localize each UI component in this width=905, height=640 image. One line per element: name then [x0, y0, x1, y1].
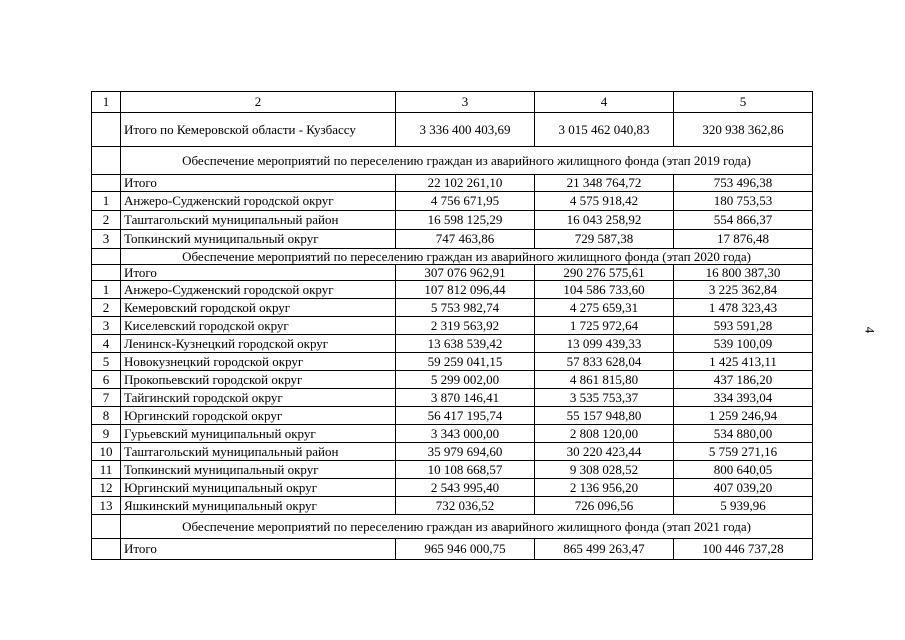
grand-total-value-4: 3 015 462 040,83 — [535, 113, 674, 147]
row-municipality: Таштагольский муниципальный район — [121, 211, 396, 230]
section-title-row — [92, 515, 813, 539]
row-value-4: 55 157 948,80 — [535, 407, 674, 425]
table-row — [92, 389, 813, 407]
table-row — [92, 299, 813, 317]
table-row — [92, 281, 813, 299]
table-body — [92, 92, 813, 560]
row-value-3: 56 417 195,74 — [396, 407, 535, 425]
row-value-4: 3 535 753,37 — [535, 389, 674, 407]
row-value-3: 59 259 041,15 — [396, 353, 535, 371]
row-value-3: 732 036,52 — [396, 497, 535, 515]
row-value-4: 4 275 659,31 — [535, 299, 674, 317]
row-number: 7 — [92, 389, 121, 407]
section-total-label: Итого — [121, 539, 396, 560]
row-value-3: 4 756 671,95 — [396, 192, 535, 211]
row-number: 2 — [92, 299, 121, 317]
row-value-4: 13 099 439,33 — [535, 335, 674, 353]
row-value-4: 2 808 120,00 — [535, 425, 674, 443]
row-value-4: 16 043 258,92 — [535, 211, 674, 230]
table-row — [92, 425, 813, 443]
row-value-3: 3 343 000,00 — [396, 425, 535, 443]
section-total-num — [92, 539, 121, 560]
row-value-4: 57 833 628,04 — [535, 353, 674, 371]
row-value-5: 17 876,48 — [674, 230, 813, 249]
section-total-value-4: 865 499 263,47 — [535, 539, 674, 560]
row-value-5: 554 866,37 — [674, 211, 813, 230]
row-municipality: Тайгинский городской округ — [121, 389, 396, 407]
row-number: 12 — [92, 479, 121, 497]
section-total-row — [92, 539, 813, 560]
table-row — [92, 353, 813, 371]
table-row — [92, 443, 813, 461]
row-value-4: 30 220 423,44 — [535, 443, 674, 461]
table-row — [92, 497, 813, 515]
funding-table — [91, 91, 813, 560]
column-number-header-row — [92, 92, 813, 113]
table-row — [92, 192, 813, 211]
header-cell-5: 5 — [674, 92, 813, 113]
section-total-row — [92, 265, 813, 281]
grand-total-num — [92, 113, 121, 147]
table-row — [92, 230, 813, 249]
grand-total-value-5: 320 938 362,86 — [674, 113, 813, 147]
section-total-num — [92, 265, 121, 281]
header-cell-4: 4 — [535, 92, 674, 113]
section-total-value-5: 753 496,38 — [674, 175, 813, 192]
section-total-value-5: 16 800 387,30 — [674, 265, 813, 281]
row-value-5: 593 591,28 — [674, 317, 813, 335]
row-number: 2 — [92, 211, 121, 230]
row-value-5: 1 259 246,94 — [674, 407, 813, 425]
row-number: 4 — [92, 335, 121, 353]
grand-total-row — [92, 113, 813, 147]
row-value-3: 107 812 096,44 — [396, 281, 535, 299]
section-title: Обеспечение мероприятий по переселению граждан из аварийного жилищного фонда (этап 2019 года) — [121, 147, 813, 175]
grand-total-label: Итого по Кемеровской области - Кузбассу — [121, 113, 396, 147]
row-value-3: 5 299 002,00 — [396, 371, 535, 389]
table-row — [92, 335, 813, 353]
row-value-4: 104 586 733,60 — [535, 281, 674, 299]
row-municipality: Ленинск-Кузнецкий городской округ — [121, 335, 396, 353]
header-cell-2: 2 — [121, 92, 396, 113]
row-municipality: Киселевский городской округ — [121, 317, 396, 335]
section-total-label: Итого — [121, 175, 396, 192]
grand-total-value-3: 3 336 400 403,69 — [396, 113, 535, 147]
header-cell-3: 3 — [396, 92, 535, 113]
row-number: 1 — [92, 281, 121, 299]
row-value-5: 180 753,53 — [674, 192, 813, 211]
row-municipality: Прокопьевский городской округ — [121, 371, 396, 389]
section-title: Обеспечение мероприятий по переселению граждан из аварийного жилищного фонда (этап 2021 года) — [121, 515, 813, 539]
section-total-value-3: 307 076 962,91 — [396, 265, 535, 281]
row-value-4: 2 136 956,20 — [535, 479, 674, 497]
row-value-3: 16 598 125,29 — [396, 211, 535, 230]
row-value-5: 5 759 271,16 — [674, 443, 813, 461]
section-title-num — [92, 147, 121, 175]
section-total-value-5: 100 446 737,28 — [674, 539, 813, 560]
row-municipality: Анжеро-Судженский городской округ — [121, 192, 396, 211]
row-municipality: Новокузнецкий городской округ — [121, 353, 396, 371]
row-value-5: 5 939,96 — [674, 497, 813, 515]
row-value-3: 747 463,86 — [396, 230, 535, 249]
row-value-3: 2 543 995,40 — [396, 479, 535, 497]
section-title-row — [92, 147, 813, 175]
section-total-value-4: 21 348 764,72 — [535, 175, 674, 192]
row-value-3: 5 753 982,74 — [396, 299, 535, 317]
row-value-5: 800 640,05 — [674, 461, 813, 479]
row-value-5: 334 393,04 — [674, 389, 813, 407]
row-value-5: 1 425 413,11 — [674, 353, 813, 371]
section-total-value-4: 290 276 575,61 — [535, 265, 674, 281]
row-value-4: 729 587,38 — [535, 230, 674, 249]
section-total-value-3: 22 102 261,10 — [396, 175, 535, 192]
header-cell-1: 1 — [92, 92, 121, 113]
row-number: 3 — [92, 317, 121, 335]
section-title: Обеспечение мероприятий по переселению граждан из аварийного жилищного фонда (этап 2020 года) — [121, 249, 813, 265]
section-total-value-3: 965 946 000,75 — [396, 539, 535, 560]
row-value-5: 407 039,20 — [674, 479, 813, 497]
table-row — [92, 461, 813, 479]
row-number: 13 — [92, 497, 121, 515]
row-number: 9 — [92, 425, 121, 443]
table-row — [92, 317, 813, 335]
page-number: 4 — [862, 326, 878, 334]
section-total-num — [92, 175, 121, 192]
row-value-5: 3 225 362,84 — [674, 281, 813, 299]
section-title-row — [92, 249, 813, 265]
row-value-4: 4 575 918,42 — [535, 192, 674, 211]
row-number: 11 — [92, 461, 121, 479]
section-total-label: Итого — [121, 265, 396, 281]
section-title-num — [92, 249, 121, 265]
row-municipality: Юргинский городской округ — [121, 407, 396, 425]
row-municipality: Гурьевский муниципальный округ — [121, 425, 396, 443]
section-title-num — [92, 515, 121, 539]
row-value-5: 1 478 323,43 — [674, 299, 813, 317]
row-value-3: 10 108 668,57 — [396, 461, 535, 479]
row-value-4: 4 861 815,80 — [535, 371, 674, 389]
table-row — [92, 211, 813, 230]
row-value-4: 1 725 972,64 — [535, 317, 674, 335]
row-municipality: Юргинский муниципальный округ — [121, 479, 396, 497]
row-municipality: Таштагольский муниципальный район — [121, 443, 396, 461]
row-number: 5 — [92, 353, 121, 371]
row-number: 3 — [92, 230, 121, 249]
row-value-5: 539 100,09 — [674, 335, 813, 353]
row-value-3: 2 319 563,92 — [396, 317, 535, 335]
table-row — [92, 407, 813, 425]
row-value-4: 9 308 028,52 — [535, 461, 674, 479]
row-municipality: Яшкинский муниципальный округ — [121, 497, 396, 515]
row-number: 8 — [92, 407, 121, 425]
row-value-5: 437 186,20 — [674, 371, 813, 389]
table-row — [92, 371, 813, 389]
row-municipality: Топкинский муниципальный округ — [121, 230, 396, 249]
section-total-row — [92, 175, 813, 192]
row-value-4: 726 096,56 — [535, 497, 674, 515]
row-value-3: 35 979 694,60 — [396, 443, 535, 461]
row-municipality: Топкинский муниципальный округ — [121, 461, 396, 479]
row-value-5: 534 880,00 — [674, 425, 813, 443]
row-number: 6 — [92, 371, 121, 389]
row-value-3: 3 870 146,41 — [396, 389, 535, 407]
row-municipality: Анжеро-Судженский городской округ — [121, 281, 396, 299]
row-number: 10 — [92, 443, 121, 461]
row-municipality: Кемеровский городской округ — [121, 299, 396, 317]
row-value-3: 13 638 539,42 — [396, 335, 535, 353]
table-row — [92, 479, 813, 497]
row-number: 1 — [92, 192, 121, 211]
